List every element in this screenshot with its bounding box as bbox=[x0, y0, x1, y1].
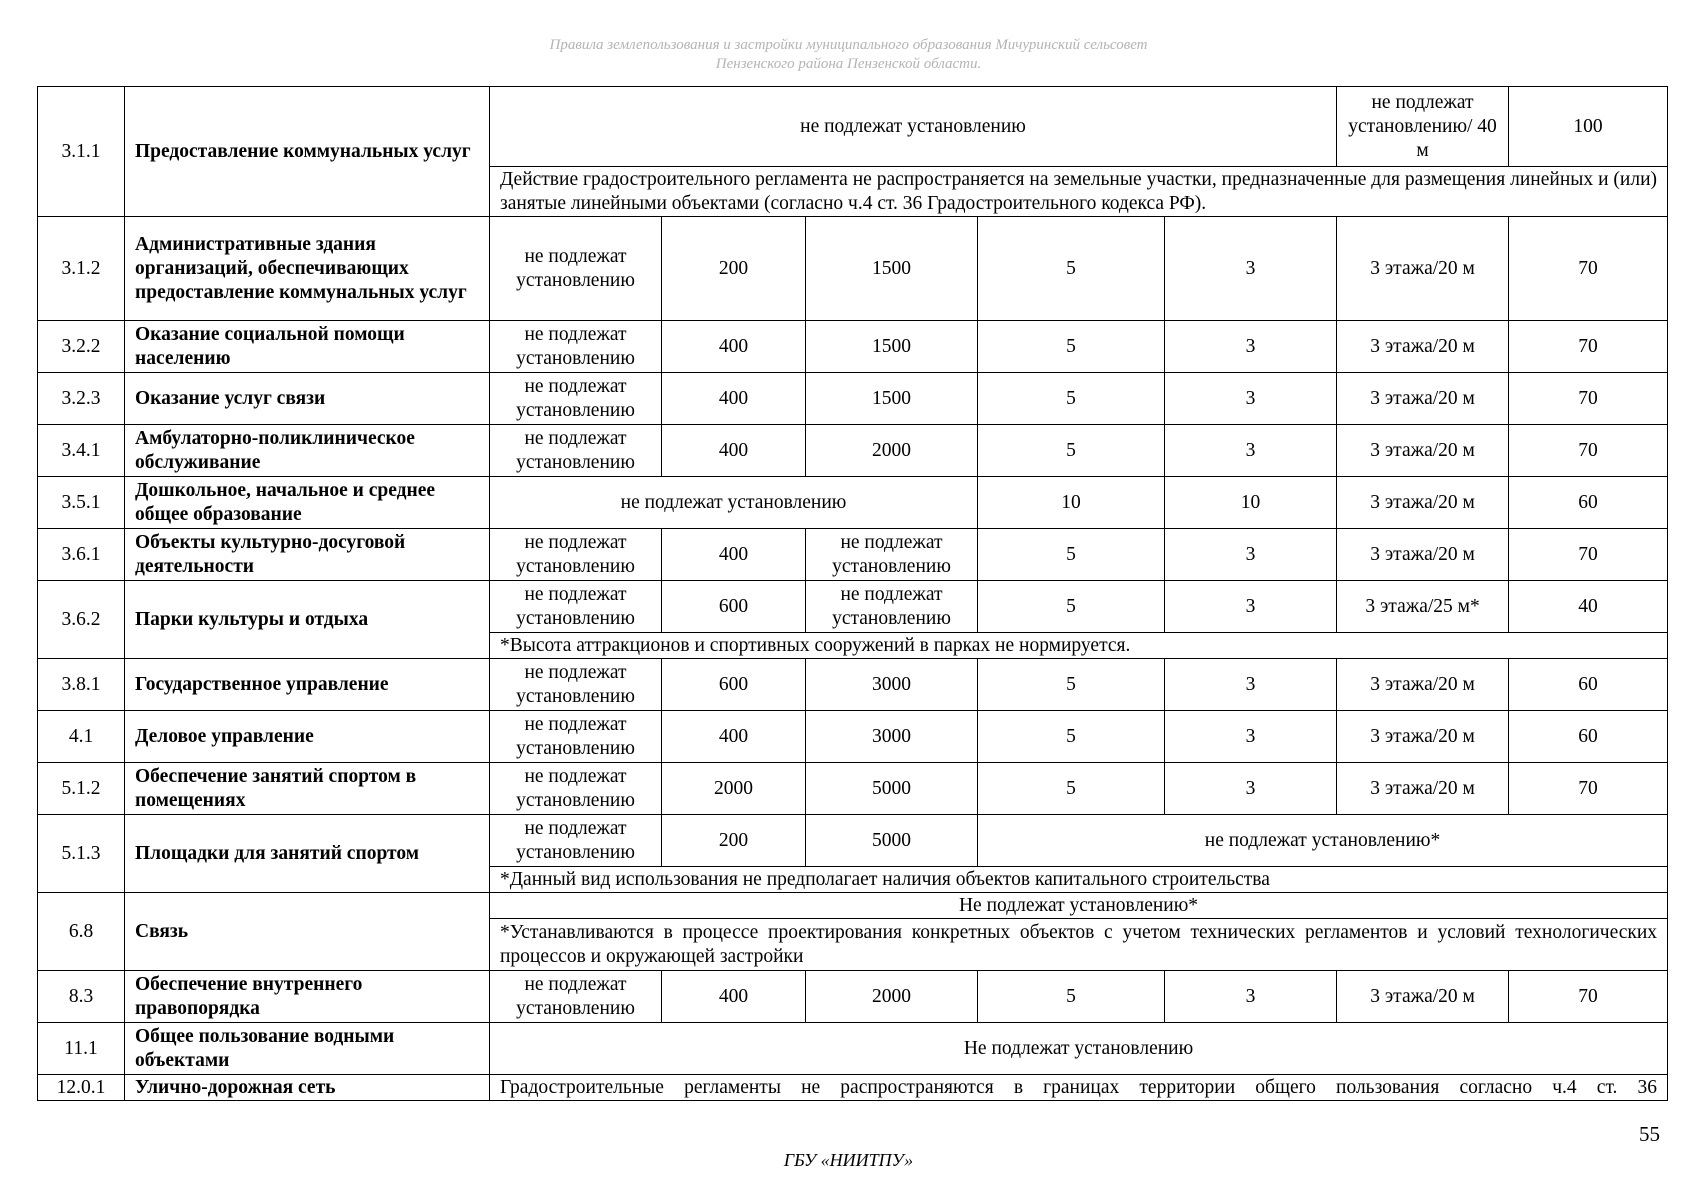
cell: 5 bbox=[978, 711, 1165, 763]
cell: 3 этажа/20 м bbox=[1337, 477, 1509, 529]
cell: 3 bbox=[1165, 217, 1337, 321]
row-code: 3.1.2 bbox=[38, 217, 125, 321]
row-name: Деловое управление bbox=[125, 711, 490, 763]
row-name: Амбулаторно-поликлиническое обслуживание bbox=[125, 425, 490, 477]
table-row bbox=[38, 815, 1668, 867]
row-code: 3.4.1 bbox=[38, 425, 125, 477]
row-name: Общее пользование водными объектами bbox=[125, 1023, 490, 1075]
cell: 3 bbox=[1165, 425, 1337, 477]
row-code: 4.1 bbox=[38, 711, 125, 763]
cell: 400 bbox=[662, 529, 806, 581]
cell: 5 bbox=[978, 581, 1165, 633]
cell: 5 bbox=[978, 217, 1165, 321]
cell: 3 этажа/20 м bbox=[1337, 529, 1509, 581]
cell: 70 bbox=[1509, 373, 1668, 425]
cell: не подлежат установлению bbox=[490, 659, 662, 711]
row-name: Оказание услуг связи bbox=[125, 373, 490, 425]
cell: 1500 bbox=[806, 373, 978, 425]
cell: 5000 bbox=[806, 763, 978, 815]
cell: 1500 bbox=[806, 217, 978, 321]
cell: 200 bbox=[662, 815, 806, 867]
row-name: Оказание социальной помощи населению bbox=[125, 321, 490, 373]
cell: 1500 bbox=[806, 321, 978, 373]
cell: 5 bbox=[978, 373, 1165, 425]
cell: 70 bbox=[1509, 763, 1668, 815]
row-name: Связь bbox=[125, 893, 490, 971]
cell: 600 bbox=[662, 581, 806, 633]
cell: 5 bbox=[978, 321, 1165, 373]
row-code: 3.1.1 bbox=[38, 87, 125, 217]
table-row bbox=[38, 763, 1668, 815]
cell: 200 bbox=[662, 217, 806, 321]
cell: 70 bbox=[1509, 425, 1668, 477]
cell: 600 bbox=[662, 659, 806, 711]
cell: не подлежат установлению bbox=[490, 971, 662, 1023]
cell: 40 bbox=[1509, 581, 1668, 633]
cell: не подлежат установлению bbox=[490, 711, 662, 763]
cell: 5 bbox=[978, 763, 1165, 815]
cell: 5000 bbox=[806, 815, 978, 867]
row-name: Предоставление коммунальных услуг bbox=[125, 87, 490, 217]
cell: 3000 bbox=[806, 659, 978, 711]
cell: 400 bbox=[662, 321, 806, 373]
cell: 3 bbox=[1165, 763, 1337, 815]
row-code: 11.1 bbox=[38, 1023, 125, 1075]
row-code: 3.6.2 bbox=[38, 581, 125, 659]
merged-cell: не подлежат установлению bbox=[490, 87, 1337, 167]
row-name: Обеспечение внутреннего правопорядка bbox=[125, 971, 490, 1023]
cell: 3 этажа/20 м bbox=[1337, 217, 1509, 321]
row-name: Парки культуры и отдыха bbox=[125, 581, 490, 659]
cell: 400 bbox=[662, 711, 806, 763]
row-name: Административные здания организаций, обеспечивающих предоставление коммунальных услуг bbox=[125, 217, 490, 321]
row-code: 3.6.1 bbox=[38, 529, 125, 581]
percent-cell: 100 bbox=[1509, 87, 1668, 167]
cell: 3 этажа/20 м bbox=[1337, 425, 1509, 477]
cell: 70 bbox=[1509, 217, 1668, 321]
cell: 2000 bbox=[806, 971, 978, 1023]
cell: 400 bbox=[662, 971, 806, 1023]
cell: 2000 bbox=[662, 763, 806, 815]
cell: не подлежат установлению bbox=[806, 581, 978, 633]
document-header bbox=[0, 36, 1697, 74]
table-row bbox=[38, 217, 1668, 321]
cell: 3 этажа/20 м bbox=[1337, 659, 1509, 711]
cell: 3 bbox=[1165, 659, 1337, 711]
cell: 3000 bbox=[806, 711, 978, 763]
table-row bbox=[38, 87, 1668, 167]
cell: не подлежат установлению bbox=[490, 815, 662, 867]
cell: не подлежат установлению bbox=[490, 373, 662, 425]
row-name: Улично-дорожная сеть bbox=[125, 1075, 490, 1101]
table-row bbox=[38, 581, 1668, 633]
cell: не подлежат установлению bbox=[490, 321, 662, 373]
table-row bbox=[38, 529, 1668, 581]
cell: 60 bbox=[1509, 659, 1668, 711]
cell: 5 bbox=[978, 659, 1165, 711]
cell: не подлежат установлению bbox=[490, 425, 662, 477]
cell: 3 bbox=[1165, 711, 1337, 763]
table-row bbox=[38, 659, 1668, 711]
cell: 2000 bbox=[806, 425, 978, 477]
merged-cell: Не подлежат установлению* bbox=[490, 893, 1668, 919]
cell: 3 bbox=[1165, 529, 1337, 581]
cell: 60 bbox=[1509, 711, 1668, 763]
cell: 400 bbox=[662, 373, 806, 425]
row-code: 8.3 bbox=[38, 971, 125, 1023]
row-code: 3.2.3 bbox=[38, 373, 125, 425]
row-note: Градостроительные регламенты не распространяются в границах территории общего пользования согласно ч.4 ст. 36 bbox=[490, 1075, 1668, 1101]
header-line-2: Пензенского района Пензенской области. bbox=[715, 56, 982, 72]
cell: 3 этажа/20 м bbox=[1337, 711, 1509, 763]
row-name: Дошкольное, начальное и среднее общее образование bbox=[125, 477, 490, 529]
cell: 3 bbox=[1165, 971, 1337, 1023]
row-code: 6.8 bbox=[38, 893, 125, 971]
table-row bbox=[38, 425, 1668, 477]
row-note: Действие градостроительного регламента не распространяется на земельные участки, предназначенные для размещения линейных и (или) занятые линейными объектами (согласно ч.4 ст. 36 Градостроительного кодекса РФ). bbox=[490, 167, 1668, 217]
page-number: 55 bbox=[1639, 1122, 1660, 1146]
row-code: 3.8.1 bbox=[38, 659, 125, 711]
row-code: 5.1.2 bbox=[38, 763, 125, 815]
table-row bbox=[38, 477, 1668, 529]
cell: 3 bbox=[1165, 321, 1337, 373]
cell: не подлежат установлению bbox=[490, 529, 662, 581]
cell: 3 этажа/25 м* bbox=[1337, 581, 1509, 633]
cell: 70 bbox=[1509, 971, 1668, 1023]
row-code: 5.1.3 bbox=[38, 815, 125, 893]
table-row bbox=[38, 971, 1668, 1023]
height-cell: не подлежат установлению/ 40 м bbox=[1337, 87, 1509, 167]
table-row bbox=[38, 1075, 1668, 1101]
cell: 400 bbox=[662, 425, 806, 477]
cell: 70 bbox=[1509, 321, 1668, 373]
table-row bbox=[38, 711, 1668, 763]
cell: не подлежат установлению bbox=[490, 763, 662, 815]
cell: 5 bbox=[978, 529, 1165, 581]
row-name: Объекты культурно-досуговой деятельности bbox=[125, 529, 490, 581]
cell: 3 этажа/20 м bbox=[1337, 971, 1509, 1023]
document-footer: ГБУ «НИИТПУ» bbox=[783, 1150, 914, 1170]
row-code: 3.2.2 bbox=[38, 321, 125, 373]
cell: 3 этажа/20 м bbox=[1337, 321, 1509, 373]
row-name: Обеспечение занятий спортом в помещениях bbox=[125, 763, 490, 815]
row-note: *Данный вид использования не предполагает наличия объектов капитального строительства bbox=[490, 867, 1668, 893]
row-code: 3.5.1 bbox=[38, 477, 125, 529]
cell: 5 bbox=[978, 971, 1165, 1023]
regulations-table bbox=[37, 86, 1668, 1101]
table-row bbox=[38, 321, 1668, 373]
row-code: 12.0.1 bbox=[38, 1075, 125, 1101]
cell: 3 bbox=[1165, 373, 1337, 425]
row-note: *Высота аттракционов и спортивных сооружений в парках не нормируется. bbox=[490, 633, 1668, 659]
cell: 3 bbox=[1165, 581, 1337, 633]
table-row bbox=[38, 1023, 1668, 1075]
cell: 3 этажа/20 м bbox=[1337, 763, 1509, 815]
cell: 10 bbox=[1165, 477, 1337, 529]
merged-cell: не подлежат установлению* bbox=[978, 815, 1668, 867]
cell: не подлежат установлению bbox=[490, 217, 662, 321]
header-line-1: Правила землепользования и застройки муниципального образования Мичуринский сельсовет bbox=[549, 37, 1148, 53]
cell: 5 bbox=[978, 425, 1165, 477]
cell: 10 bbox=[978, 477, 1165, 529]
row-name: Государственное управление bbox=[125, 659, 490, 711]
cell: 3 этажа/20 м bbox=[1337, 373, 1509, 425]
merged-cell: Не подлежат установлению bbox=[490, 1023, 1668, 1075]
table-row bbox=[38, 373, 1668, 425]
row-note: *Устанавливаются в процессе проектирования конкретных объектов с учетом технических регламентов и условий технологических процессов и окружающей застройки bbox=[490, 919, 1668, 971]
table-row bbox=[38, 893, 1668, 919]
cell: не подлежат установлению bbox=[490, 581, 662, 633]
cell: 70 bbox=[1509, 529, 1668, 581]
merged-cell: не подлежат установлению bbox=[490, 477, 978, 529]
row-name: Площадки для занятий спортом bbox=[125, 815, 490, 893]
cell: 60 bbox=[1509, 477, 1668, 529]
cell: не подлежат установлению bbox=[806, 529, 978, 581]
